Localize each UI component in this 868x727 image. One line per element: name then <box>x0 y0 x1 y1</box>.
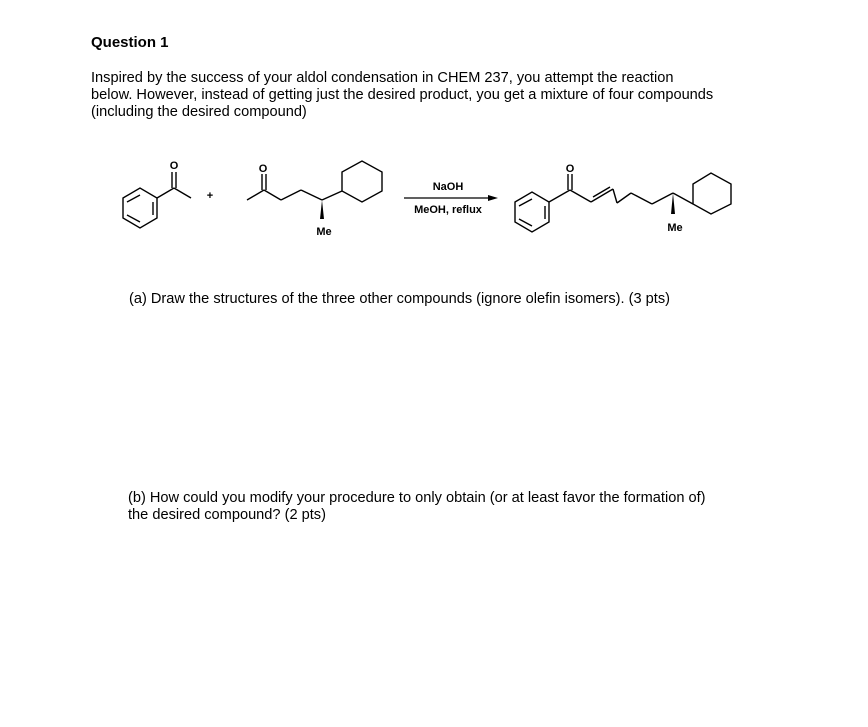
bond <box>157 188 174 198</box>
methyl-label: Me <box>316 226 332 238</box>
reagent-bottom: MeOH, reflux <box>414 204 482 216</box>
bond <box>631 193 652 204</box>
intro-line-3: (including the desired compound) <box>91 104 307 120</box>
oxygen-label: O <box>169 160 179 172</box>
bond <box>617 193 631 203</box>
oxygen-label: O <box>565 163 575 175</box>
cyclohexane-ring <box>342 161 382 202</box>
bond <box>174 188 191 198</box>
intro-line-2: below. However, instead of getting just the desired product, you get a mixture of four compounds <box>91 87 714 103</box>
aromatic-bond <box>519 199 532 206</box>
methyl-label: Me <box>667 222 683 234</box>
part-a-prompt: (a) Draw the structures of the three other compounds (ignore olefin isomers). (3 pts) <box>129 291 671 307</box>
aromatic-bond <box>127 195 140 202</box>
methyl-wedge <box>671 193 675 214</box>
bond <box>281 190 301 200</box>
question-intro <box>91 70 791 121</box>
bond <box>301 190 322 200</box>
intro-line-1: Inspired by the success of your aldol condensation in CHEM 237, you attempt the reaction <box>91 70 674 86</box>
bond <box>549 190 570 202</box>
oxygen-label: O <box>258 163 268 175</box>
reagent-top: NaOH <box>432 181 464 193</box>
bond <box>652 193 673 204</box>
cyclohexane-ring <box>693 173 731 214</box>
part-b-prompt <box>128 490 808 524</box>
bond <box>613 189 617 203</box>
bond <box>570 190 591 202</box>
part-b-line-2: the desired compound? (2 pts) <box>128 507 326 523</box>
methyl-wedge <box>320 200 324 219</box>
reaction-scheme <box>0 150 868 250</box>
arrow-head-icon <box>488 195 498 201</box>
acetophenone-structure <box>123 172 191 228</box>
bond <box>673 193 693 204</box>
product-structure <box>515 173 731 232</box>
question-title: Question 1 <box>91 34 169 51</box>
plus-sign: + <box>206 190 214 202</box>
bond <box>247 190 264 200</box>
bond <box>264 190 281 200</box>
part-b-line-1: (b) How could you modify your procedure to only obtain (or at least favor the formation of) <box>128 490 706 506</box>
bond <box>322 191 342 200</box>
